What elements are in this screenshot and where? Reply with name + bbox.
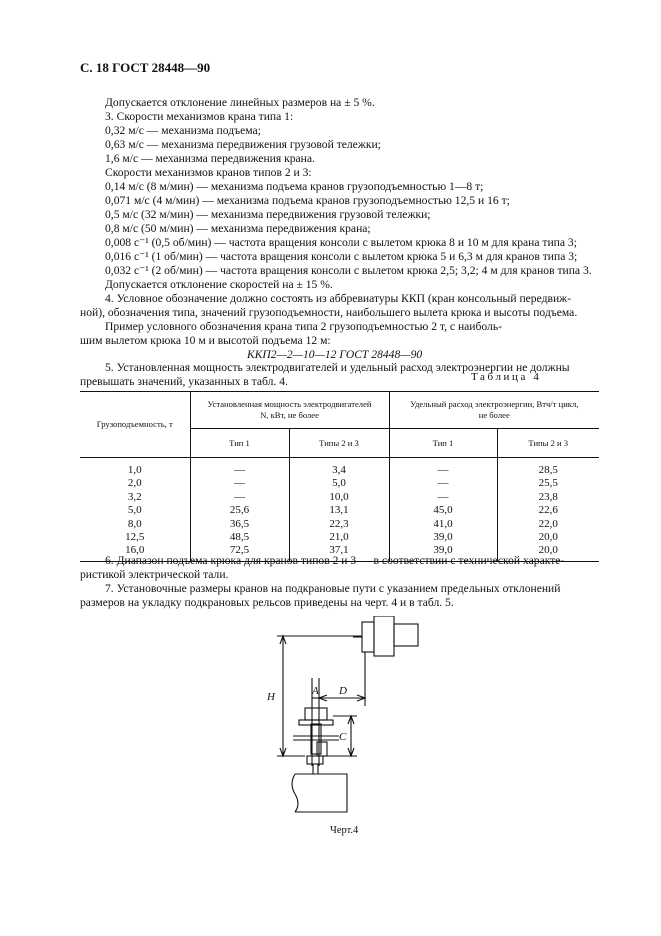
- table-cell: 25,5: [497, 477, 599, 490]
- table-cell: 1,0: [127, 464, 142, 476]
- table-row: [80, 518, 599, 531]
- table-cell: 48,5: [190, 531, 289, 544]
- table-cell: —: [190, 477, 289, 490]
- th-capacity: Грузоподъемность, т: [80, 392, 190, 458]
- designation-example: ККП2—2—10—12 ГОСТ 28448—90: [247, 348, 423, 361]
- table-cell: 8,0: [127, 517, 142, 530]
- text-line: размеров на укладку подкрановых рельсов приведены на черт. 4 и в табл. 5.: [80, 596, 454, 609]
- table-4: [80, 391, 599, 562]
- th-energy-type1: Тип 1: [389, 429, 497, 458]
- text-line: 0,032 с⁻¹ (2 об/мин) — частота вращения консоли с вылетом крюка 2,5; 3,2; 4 м для кранов типа 3.: [105, 264, 592, 277]
- table-cell: 12,5: [125, 531, 145, 544]
- text-line: превышать значений, указанных в табл. 4.: [80, 375, 288, 388]
- table-cell: 41,0: [389, 518, 497, 531]
- trolley-motor: [394, 624, 418, 646]
- table-cell: 20,0: [497, 544, 599, 561]
- text-line: 5. Установленная мощность электродвигателей и удельный расход электроэнергии не должны: [105, 361, 570, 374]
- table-cell: 39,0: [389, 544, 497, 561]
- text-line: 0,32 м/с — механизма подъема;: [105, 124, 261, 137]
- table-cell: 3,4: [289, 458, 389, 478]
- table-cell: 25,6: [190, 504, 289, 517]
- text-line: Пример условного обозначения крана типа 2 грузоподъемностью 2 т, с наиболь-: [105, 320, 502, 333]
- table-cell: 36,5: [190, 518, 289, 531]
- table-cell: 3,2: [127, 490, 142, 503]
- table-cell: 21,0: [289, 531, 389, 544]
- text-line: Допускается отклонение линейных размеров на ± 5 %.: [105, 96, 375, 109]
- table-cell: 5,0: [289, 477, 389, 490]
- text-line: 0,008 с⁻¹ (0,5 об/мин) — частота вращения консоли с вылетом крюка 8 и 10 м для крана типа 3;: [105, 236, 577, 249]
- table-cell: 39,0: [389, 531, 497, 544]
- label-D: D: [339, 685, 347, 697]
- text-line: 0,071 м/с (4 м/мин) — механизма подъема кранов грузоподъемностью 12,5 и 16 т;: [105, 194, 510, 207]
- table-cell: 22,6: [497, 504, 599, 517]
- table-row: [80, 477, 599, 490]
- text-line: ристикой электрической тали.: [80, 568, 229, 581]
- th-power-type23: Типы 2 и 3: [289, 429, 389, 458]
- table-cell: 5,0: [127, 504, 142, 517]
- table-cell: 20,0: [497, 531, 599, 544]
- table-row: [80, 458, 599, 478]
- text-line: шим вылетом крюка 10 м и высотой подъема 12 м:: [80, 334, 331, 347]
- table-cell: —: [389, 491, 497, 504]
- table-cell: —: [190, 491, 289, 504]
- text-line: 4. Условное обозначение должно состоять из аббревиатуры ККП (кран консольный передвиж-: [105, 292, 572, 305]
- carriage-top: [305, 708, 327, 720]
- table-cell: 45,0: [389, 504, 497, 517]
- table-cell: 22,0: [497, 518, 599, 531]
- table-cell: 2,0: [127, 477, 142, 490]
- table-row: [80, 531, 599, 544]
- crane-drawing: [255, 616, 435, 816]
- table-cell: 28,5: [497, 458, 599, 478]
- text-line: 0,63 м/с — механизма передвижения грузовой тележки;: [105, 138, 381, 151]
- text-line: ной), обозначения типа, значений грузоподъемности, наибольшего вылета крюка и высоты подъема.: [80, 306, 578, 319]
- table-cell: 10,0: [289, 491, 389, 504]
- text-line: 0,8 м/с (50 м/мин) — механизма передвижения крана;: [105, 222, 371, 235]
- text-line: 0,016 с⁻¹ (1 об/мин) — частота вращения консоли с вылетом крюка 5 и 6,3 м для кранов типа 3;: [105, 250, 578, 263]
- label-H: H: [267, 691, 275, 703]
- text-line: 0,5 м/с (32 м/мин) — механизма передвижения грузовой тележки;: [105, 208, 431, 221]
- trolley-wheel: [374, 616, 394, 656]
- table-cell: —: [389, 458, 497, 478]
- table-row: [80, 504, 599, 517]
- table-cell: 13,1: [289, 504, 389, 517]
- trolley-left-block: [362, 622, 374, 652]
- th-energy: Удельный расход электроэнергии, Втч/т цикл, не более: [389, 392, 599, 429]
- th-energy-type23: Типы 2 и 3: [497, 429, 599, 458]
- page-header: С. 18 ГОСТ 28448—90: [80, 60, 211, 75]
- table-cell: 22,3: [289, 518, 389, 531]
- text-line: 3. Скорости механизмов крана типа 1:: [105, 110, 294, 123]
- table-cell: —: [389, 477, 497, 490]
- text-line: Допускается отклонение скоростей на ± 15 %.: [105, 278, 333, 291]
- text-line: 0,14 м/с (8 м/мин) — механизма подъема кранов грузоподъемностью 1—8 т;: [105, 180, 484, 193]
- label-A: A: [312, 685, 319, 697]
- table-body: [80, 458, 599, 562]
- text-line: 6. Диапазон подъема крюка для кранов типов 2 и 3 — в соответствии с технической характе-: [105, 554, 565, 567]
- table-caption: Таблица 4: [471, 371, 542, 383]
- table-cell: 16,0: [80, 544, 190, 561]
- figure-caption: Черт.4: [330, 825, 359, 836]
- beam: [295, 774, 347, 812]
- table-cell: 72,5: [190, 544, 289, 561]
- text-line: 7. Установочные размеры кранов на подкрановые пути с указанием предельных отклонений: [105, 582, 561, 595]
- table-cell: 23,8: [497, 491, 599, 504]
- text-line: 1,6 м/с — механизма передвижения крана.: [105, 152, 315, 165]
- table-cell: 37,1: [289, 544, 389, 561]
- th-power-type1: Тип 1: [190, 429, 289, 458]
- table-row: [80, 491, 599, 504]
- label-C: C: [339, 731, 347, 743]
- text-line: Скорости механизмов кранов типов 2 и 3:: [105, 166, 312, 179]
- th-power: Установленная мощность электродвигателей N, кВт, не более: [190, 392, 389, 429]
- table-cell: —: [190, 458, 289, 478]
